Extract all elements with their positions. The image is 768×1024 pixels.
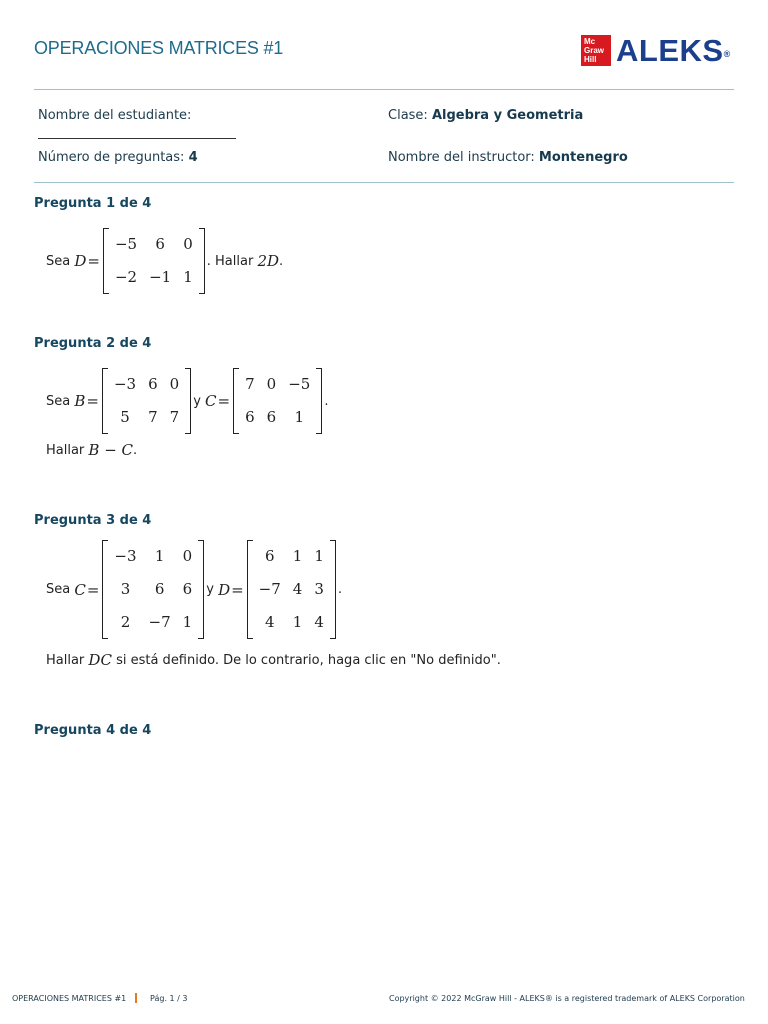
header-divider [34, 89, 734, 90]
matrix-d3: 6 1 1 −7 4 3 4 1 4 [247, 540, 336, 639]
registered-mark: ® [723, 48, 731, 59]
question-1-statement: Sea D = −5 6 0 −2 −1 1 . Hallar 2D . [46, 228, 283, 294]
aleks-logo [581, 35, 730, 66]
student-name-label: Nombre del estudiante: [38, 108, 192, 123]
question-2-heading: Pregunta 2 de 4 [34, 336, 152, 351]
class-value: Algebra y Geometria [431, 108, 584, 123]
footer-title: OPERACIONES MATRICES #1 [12, 994, 127, 1003]
aleks-wordmark: ALEKS [616, 33, 724, 68]
questions-count-field: Número de preguntas: 4 [38, 150, 198, 165]
question-2-statement: Sea B = −3 6 0 5 7 7 y C = 7 0 −5 6 6 1 . [46, 368, 328, 434]
question-4-heading: Pregunta 4 de 4 [34, 723, 152, 738]
info-divider [34, 182, 734, 183]
footer-separator [135, 993, 137, 1003]
question-2-task: Hallar B − C . [46, 441, 138, 459]
questions-count-value: 4 [188, 150, 198, 165]
instructor-value: Montenegro [538, 150, 628, 165]
matrix-d: −5 6 0 −2 −1 1 [103, 228, 205, 294]
question-3-statement: Sea C = −3 1 0 3 6 6 2 −7 1 y D = 6 1 1 −7 4 3 4 1 4 . [46, 540, 342, 639]
mcgraw-hill-logo: Mc Graw Hill [581, 35, 611, 66]
footer-copyright: Copyright © 2022 McGraw Hill - ALEKS® is a registered trademark of ALEKS Corporation [389, 994, 745, 1003]
student-name-line [38, 138, 236, 139]
matrix-c3: −3 1 0 3 6 6 2 −7 1 [102, 540, 204, 639]
matrix-c: 7 0 −5 6 6 1 [233, 368, 322, 434]
footer-page-number: Pág. 1 / 3 [150, 994, 188, 1003]
instructor-field: Nombre del instructor: Montenegro [388, 150, 628, 165]
page-title: OPERACIONES MATRICES #1 [34, 38, 284, 58]
matrix-b: −3 6 0 5 7 7 [102, 368, 191, 434]
class-field: Clase: Algebra y Geometria [388, 108, 584, 123]
question-3-heading: Pregunta 3 de 4 [34, 513, 152, 528]
question-3-task: Hallar DC si está definido. De lo contrario, haga clic en "No definido". [46, 651, 501, 669]
question-1-heading: Pregunta 1 de 4 [34, 196, 152, 211]
